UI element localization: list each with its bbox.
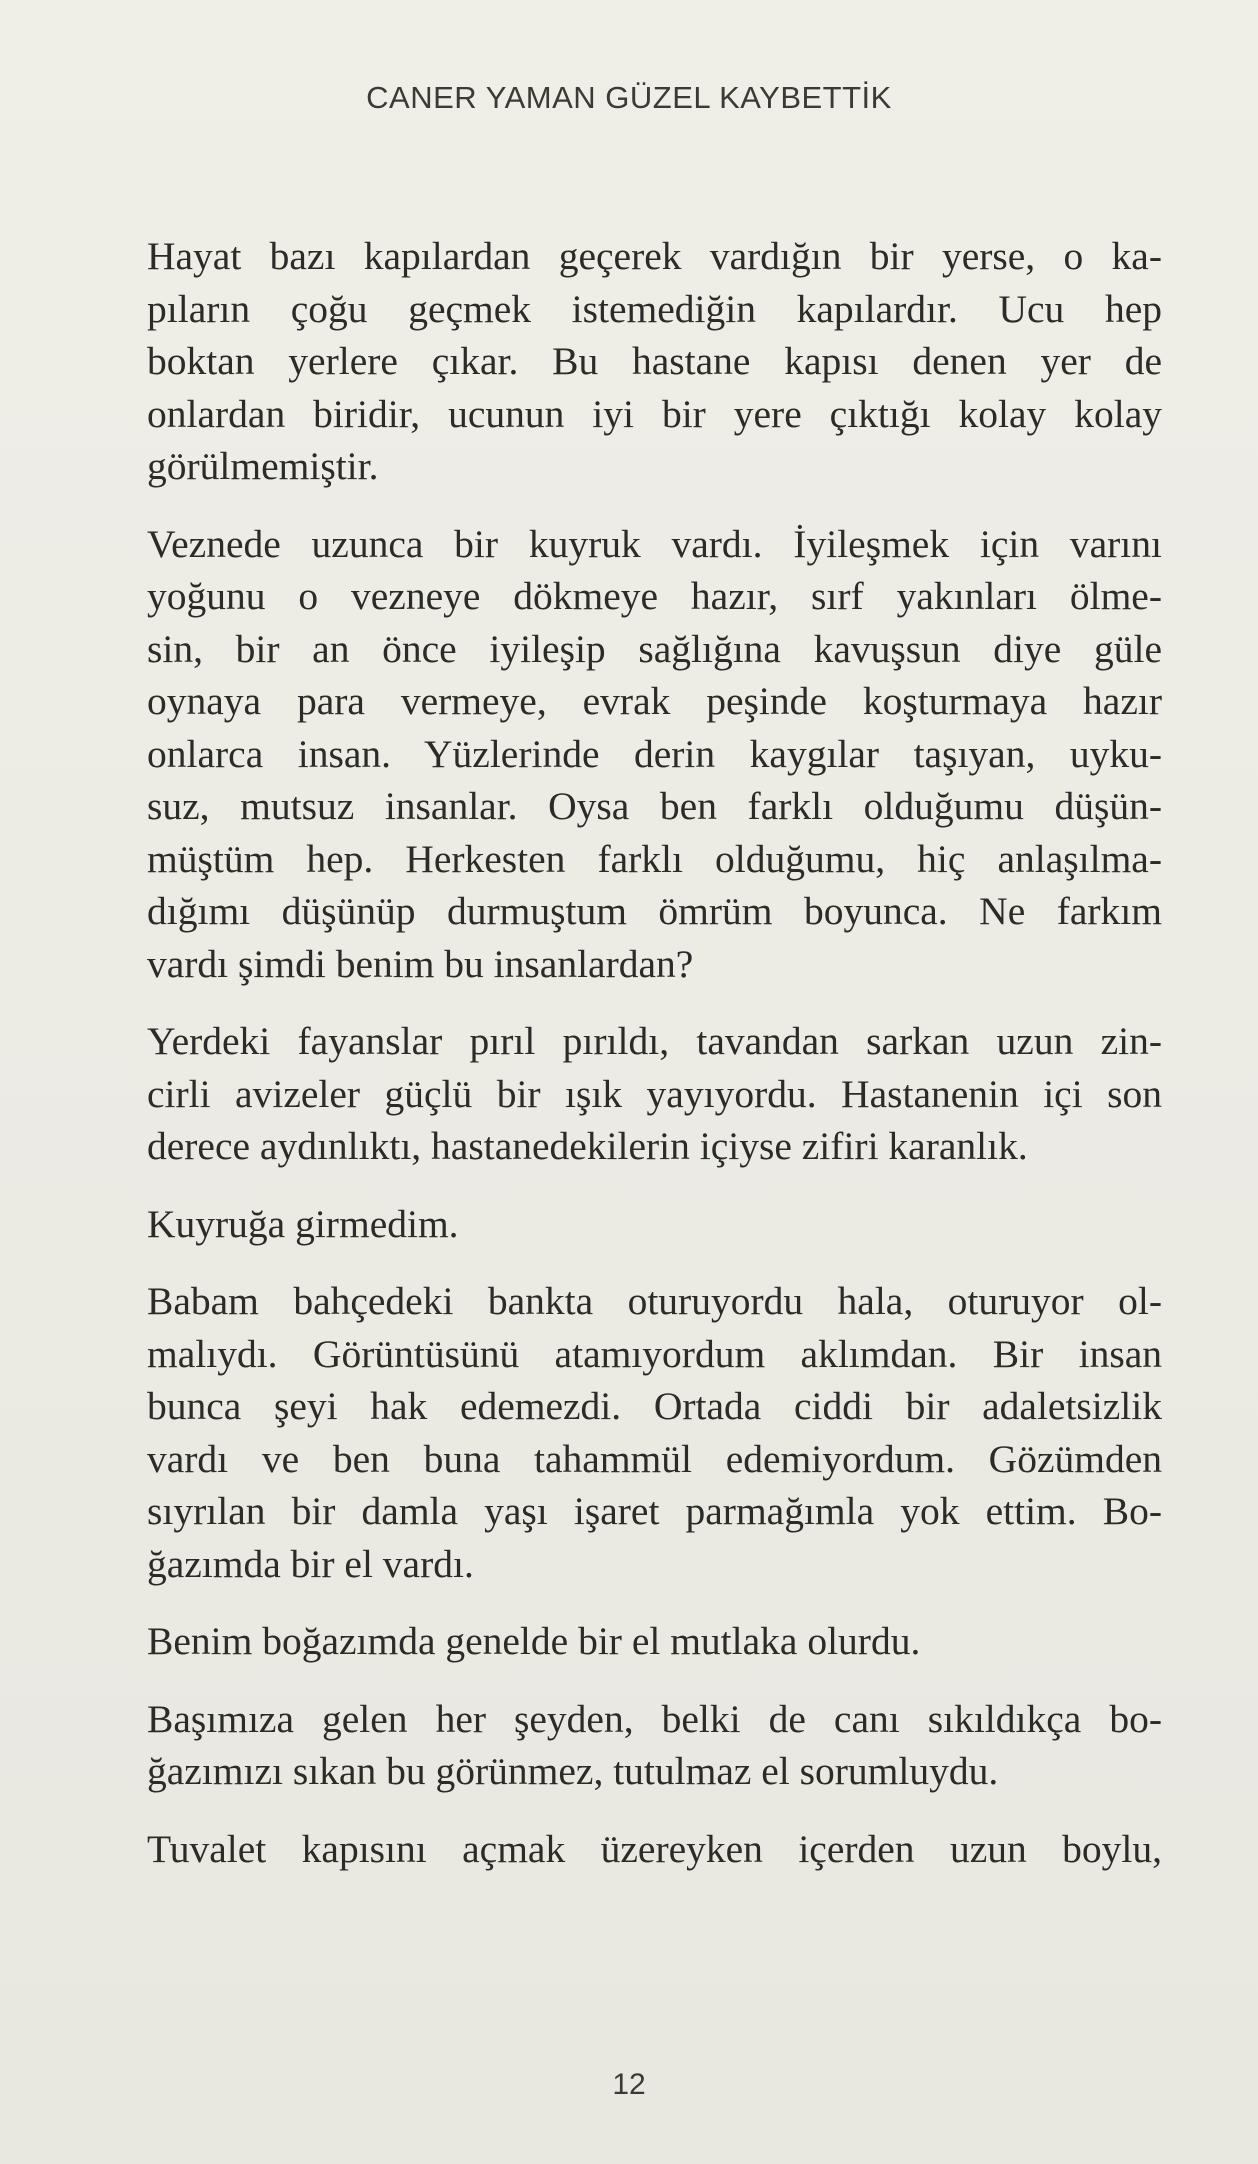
text-line: Veznede uzunca bir kuyruk vardı. İyileşmek için varını <box>147 521 1162 566</box>
paragraph <box>147 518 1162 991</box>
text-line: ğazımda bir el vardı. <box>147 1541 474 1586</box>
text-line: malıydı. Görüntüsünü atamıyordum aklımdan. Bir insan <box>147 1331 1162 1376</box>
text-line: Benim boğazımda genelde bir el mutlaka olurdu. <box>147 1619 921 1663</box>
paragraph <box>147 1823 1162 1876</box>
text-line: sıyrılan bir damla yaşı işaret parmağımla yok ettim. Bo- <box>147 1489 1162 1533</box>
body-text <box>147 230 1162 1900</box>
text-line: Babam bahçedeki bankta oturuyordu hala, oturuyor ol- <box>147 1279 1162 1323</box>
paragraph <box>147 1275 1162 1590</box>
text-line: sin, bir an önce iyileşip sağlığına kavuşsun diye güle <box>147 626 1162 671</box>
text-line: bunca şeyi hak edemezdi. Ortada ciddi bir adaletsizlik <box>147 1384 1162 1428</box>
text-line: görülmemiştir. <box>147 444 379 488</box>
text-line: müştüm hep. Herkesten farklı olduğumu, hiç anlaşılma- <box>147 836 1162 881</box>
text-line: Kuyruğa girmedim. <box>147 1201 459 1246</box>
paragraph <box>147 1615 1162 1668</box>
page-number: 12 <box>612 2068 646 2101</box>
text-line: derece aydınlıktı, hastanedekilerin içiyse zifiri karanlık. <box>147 1124 1028 1168</box>
text-line: Tuvalet kapısını açmak üzereyken içerden uzun boylu, <box>147 1826 1162 1871</box>
text-line: cirli avizeler güçlü bir ışık yayıyordu. Hastanenin içi son <box>147 1071 1162 1116</box>
text-line: dığımı düşünüp durmuştum ömrüm boyunca. Ne farkım <box>147 889 1162 933</box>
text-line: onlarca insan. Yüzlerinde derin kaygılar taşıyan, uyku- <box>147 731 1162 776</box>
text-line: pıların çoğu geçmek istemediğin kapılardır. Ucu hep <box>147 286 1162 331</box>
text-line: Yerdeki fayanslar pırıl pırıldı, tavandan sarkan uzun zin- <box>147 1019 1162 1063</box>
text-line: vardı ve ben buna tahammül edemiyordum. Gözümden <box>147 1436 1162 1481</box>
paragraph <box>147 1693 1162 1798</box>
paragraph <box>147 230 1162 493</box>
text-line: boktan yerlere çıkar. Bu hastane kapısı denen yer de <box>147 339 1162 383</box>
paragraph <box>147 1198 1162 1251</box>
text-line: oynaya para vermeye, evrak peşinde koşturmaya hazır <box>147 679 1162 723</box>
text-line: suz, mutsuz insanlar. Oysa ben farklı olduğumu düşün- <box>147 784 1162 828</box>
running-head: CANER YAMAN GÜZEL KAYBETTİK <box>366 80 892 115</box>
text-line: Başımıza gelen her şeyden, belki de canı sıkıldıkça bo- <box>147 1696 1162 1741</box>
text-line: yoğunu o vezneye dökmeye hazır, sırf yakınları ölme- <box>147 574 1162 618</box>
paragraph <box>147 1015 1162 1173</box>
text-line: ğazımızı sıkan bu görünmez, tutulmaz el sorumluydu. <box>147 1749 999 1793</box>
text-line: Hayat bazı kapılardan geçerek vardığın bir yerse, o ka- <box>147 234 1162 278</box>
text-line: vardı şimdi benim bu insanlardan? <box>147 941 694 986</box>
text-line: onlardan biridir, ucunun iyi bir yere çıktığı kolay kolay <box>147 391 1162 436</box>
